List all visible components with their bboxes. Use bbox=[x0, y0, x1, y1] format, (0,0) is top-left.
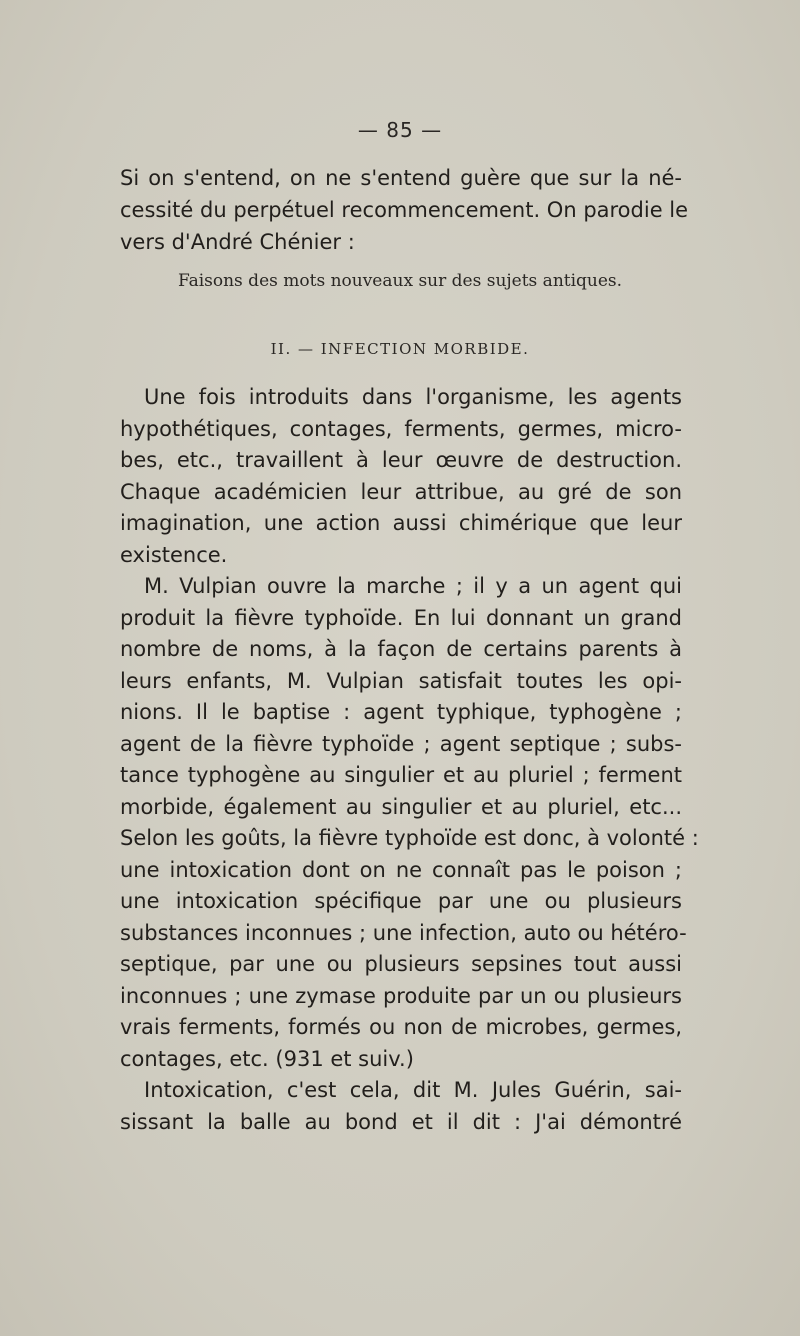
text-line: tance typhogène au singulier et au pluriel ; ferment bbox=[120, 763, 682, 787]
text-line: nions. Il le baptise : agent typhique, typhogène ; bbox=[120, 700, 682, 724]
text-line: substances inconnues ; une infection, auto ou hétéro- bbox=[120, 920, 687, 945]
section-heading: II. — INFECTION MORBIDE. bbox=[270, 340, 530, 358]
text-line: sissant la balle au bond et il dit : J'ai démontré bbox=[120, 1109, 682, 1134]
text-line: Si on s'entend, on ne s'entend guère que sur la né- bbox=[120, 166, 682, 190]
text-line: produit la fièvre typhoïde. En lui donnant un grand bbox=[120, 605, 682, 630]
page-number: — 85 — bbox=[357, 118, 443, 142]
text-line: inconnues ; une zymase produite par un ou plusieurs bbox=[120, 983, 682, 1008]
text-line: existence. bbox=[120, 542, 228, 567]
text-line: imagination, une action aussi chimérique que leur bbox=[120, 511, 682, 535]
text-line: une intoxication spécifique par une ou plusieurs bbox=[120, 889, 682, 913]
text-line: Intoxication, c'est cela, dit M. Jules Guérin, sai- bbox=[144, 1078, 682, 1102]
text-line: agent de la fièvre typhoïde ; agent septique ; subs- bbox=[120, 731, 682, 756]
text-line: Une fois introduits dans l'organisme, les agents bbox=[144, 385, 682, 409]
text-line: hypothétiques, contages, ferments, germes, micro- bbox=[120, 416, 682, 441]
section-body bbox=[120, 382, 699, 1138]
verse-quote: Faisons des mots nouveaux sur des sujets antiques. bbox=[177, 271, 623, 291]
paragraph-intro bbox=[120, 162, 689, 258]
text-line: vrais ferments, formés ou non de microbes, germes, bbox=[120, 1015, 682, 1039]
text-line: Chaque académicien leur attribue, au gré de son bbox=[120, 479, 682, 504]
text-line: Selon les goûts, la fièvre typhoïde est donc, à volonté : bbox=[120, 826, 699, 850]
text-line: leurs enfants, M. Vulpian satisfait toutes les opi- bbox=[120, 668, 682, 693]
text-line: cessité du perpétuel recommencement. On parodie le bbox=[120, 198, 689, 222]
text-line: vers d'André Chénier : bbox=[120, 230, 355, 254]
text-line: septique, par une ou plusieurs sepsines tout aussi bbox=[120, 952, 682, 976]
text-line: contages, etc. (931 et suiv.) bbox=[120, 1046, 414, 1071]
text-line: morbide, également au singulier et au pluriel, etc... bbox=[120, 794, 682, 819]
text-line: M. Vulpian ouvre la marche ; il y a un agent qui bbox=[144, 574, 682, 598]
text-line: une intoxication dont on ne connaît pas le poison ; bbox=[120, 857, 682, 882]
text-line: bes, etc., travaillent à leur œuvre de destruction. bbox=[120, 448, 682, 472]
text-line: nombre de noms, à la façon de certains parents à bbox=[120, 637, 682, 661]
